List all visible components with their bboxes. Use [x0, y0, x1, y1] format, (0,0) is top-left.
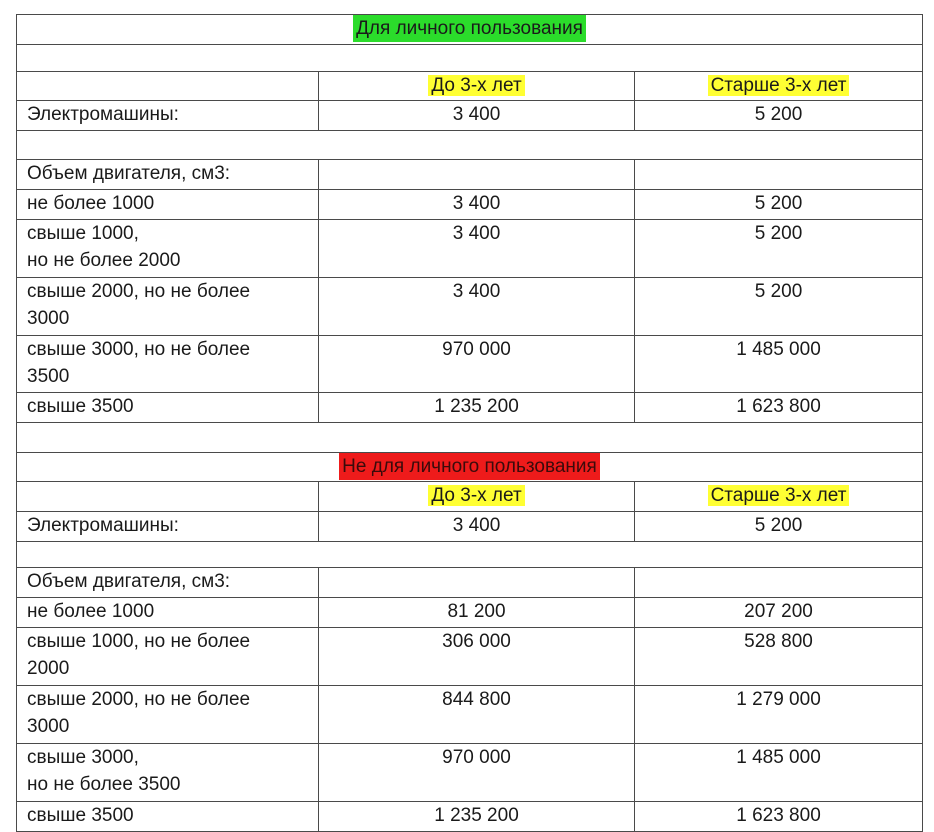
value-under3: 844 800	[319, 686, 635, 744]
personal-title-row	[17, 15, 923, 45]
table-row	[17, 190, 923, 220]
table-row	[17, 336, 923, 393]
header-blank-cell	[17, 72, 319, 101]
commercial-title-row	[17, 453, 923, 482]
value-under3: 81 200	[319, 598, 635, 628]
table-row	[17, 101, 923, 131]
row-label: свыше 3500	[17, 393, 319, 423]
engine-header-row	[17, 160, 923, 190]
table-row	[17, 802, 923, 832]
row-label: свыше 3000, но не более 3500	[17, 744, 319, 802]
value-under3: 3 400	[319, 220, 635, 278]
row-label: свыше 1000, но не более 2000	[17, 628, 319, 686]
value-under3: 970 000	[319, 336, 635, 393]
table-row	[17, 220, 923, 278]
spacer-row	[17, 45, 923, 72]
table-row	[17, 598, 923, 628]
value-under3: 306 000	[319, 628, 635, 686]
col-header-over3: Старше 3-х лет	[635, 482, 923, 512]
value-under3: 3 400	[319, 101, 635, 131]
table-row	[17, 393, 923, 423]
spacer-row	[17, 131, 923, 160]
row-label: свыше 3000, но не более 3500	[17, 336, 319, 393]
commercial-title: Не для личного пользования	[339, 453, 600, 480]
value-over3: 5 200	[635, 190, 923, 220]
spacer-row	[17, 542, 923, 568]
value-over3: 5 200	[635, 278, 923, 336]
table-row	[17, 686, 923, 744]
personal-title: Для личного пользования	[353, 15, 586, 42]
personal-title-cell	[17, 15, 923, 45]
value-under3: 1 235 200	[319, 393, 635, 423]
value-over3: 5 200	[635, 101, 923, 131]
table-row	[17, 628, 923, 686]
value-over3: 1 485 000	[635, 336, 923, 393]
spacer-row	[17, 423, 923, 453]
value-under3: 3 400	[319, 190, 635, 220]
value-over3: 1 485 000	[635, 744, 923, 802]
value-over3: 207 200	[635, 598, 923, 628]
row-label: свыше 2000, но не более 3000	[17, 686, 319, 744]
value-over3: 1 279 000	[635, 686, 923, 744]
row-label: свыше 1000, но не более 2000	[17, 220, 319, 278]
commercial-title-cell	[17, 453, 923, 482]
personal-column-header-row	[17, 72, 923, 101]
value-under3: 3 400	[319, 278, 635, 336]
value-under3: 3 400	[319, 512, 635, 542]
col-header-under3: До 3-х лет	[319, 72, 635, 101]
table-row	[17, 744, 923, 802]
engine-volume-header: Объем двигателя, см3:	[17, 160, 319, 190]
value-over3: 528 800	[635, 628, 923, 686]
row-label: не более 1000	[17, 190, 319, 220]
table-row	[17, 512, 923, 542]
row-label: не более 1000	[17, 598, 319, 628]
engine-volume-header: Объем двигателя, см3:	[17, 568, 319, 598]
value-over3: 5 200	[635, 512, 923, 542]
row-label: свыше 3500	[17, 802, 319, 832]
customs-fee-table	[16, 14, 923, 832]
value-over3: 1 623 800	[635, 802, 923, 832]
row-label: Электромашины:	[17, 512, 319, 542]
col-header-over3: Старше 3-х лет	[635, 72, 923, 101]
row-label: свыше 2000, но не более 3000	[17, 278, 319, 336]
value-under3: 1 235 200	[319, 802, 635, 832]
table-row	[17, 278, 923, 336]
commercial-column-header-row	[17, 482, 923, 512]
header-blank-cell	[17, 482, 319, 512]
value-over3: 1 623 800	[635, 393, 923, 423]
col-header-under3: До 3-х лет	[319, 482, 635, 512]
value-under3: 970 000	[319, 744, 635, 802]
row-label: Электромашины:	[17, 101, 319, 131]
engine-header-row	[17, 568, 923, 598]
value-over3: 5 200	[635, 220, 923, 278]
